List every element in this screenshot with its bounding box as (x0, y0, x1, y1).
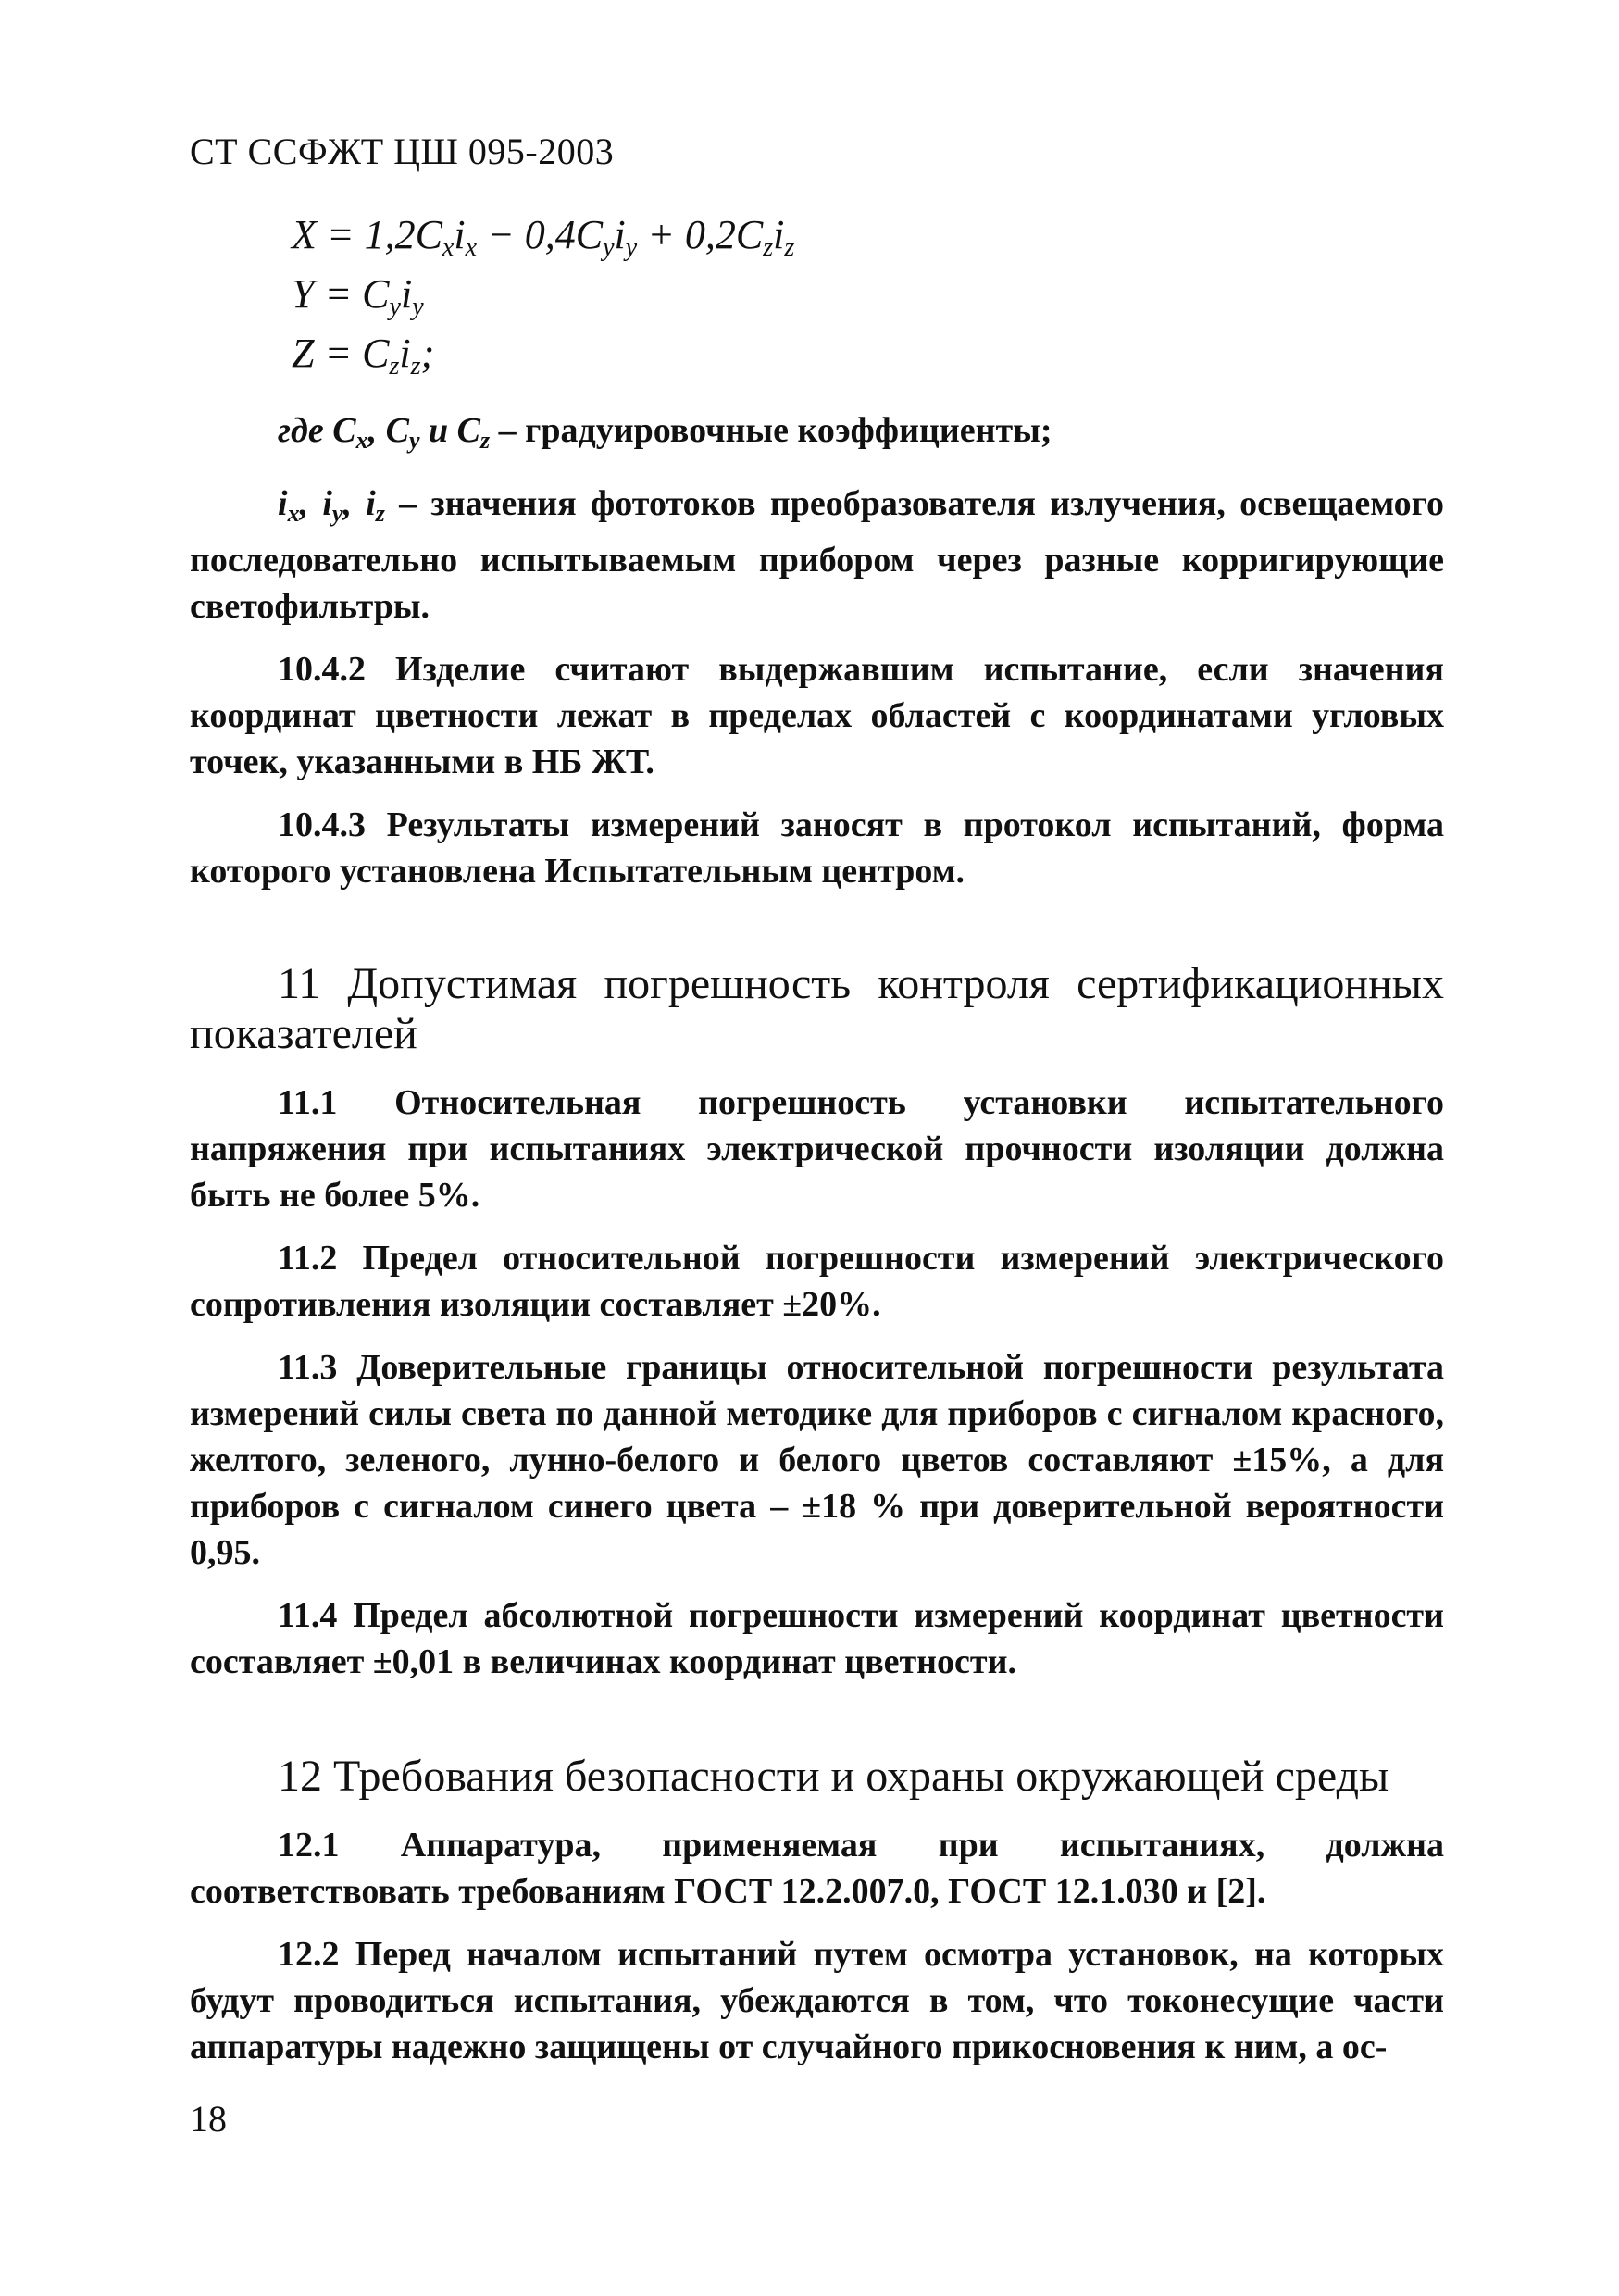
photocurrent-definition (190, 480, 1444, 630)
formula-block (292, 211, 794, 389)
formula-x-part: i (614, 212, 626, 257)
clause-11-4: 11.4 Предел абсолютной погрешности измерений координат цветности составляет ±0,01 в величинах координат цветности. (190, 1596, 1444, 1681)
formula-x (292, 211, 794, 270)
section-11-heading: 11 Допустимая погрешность контроля сертификационных показателей (190, 959, 1444, 1058)
definition-symbol: , i (342, 484, 376, 523)
formula-x-part: i (773, 212, 785, 257)
clause-11-3: 11.3 Доверительные границы относительной погрешности результата измерений силы света по данной методике для приборов с сигналом красного, желтого, зеленого, лунно-белого и белого цветов составляют ±15%, а для приборов с сигналом синего цвета – ±18 % при доверительной вероятности 0,95. (190, 1348, 1444, 1572)
definition-subscript: z (479, 427, 491, 454)
formula-z-part: Z = C (292, 331, 390, 376)
definition-subscript: y (331, 500, 343, 527)
formula-z (292, 330, 794, 389)
formula-y (292, 270, 794, 330)
definition-text: – градуировочные коэффициенты; (490, 411, 1052, 450)
coefficients-definition (190, 407, 1444, 464)
clause-10-4-3: 10.4.3 Результаты измерений заносят в протокол испытаний, форма которого установлена Испытательным центром. (190, 805, 1444, 891)
formula-x-part: X = 1,2C (292, 212, 442, 257)
definition-subscript: y (408, 427, 420, 454)
section-12-heading: 12 Требования безопасности и охраны окружающей среды (278, 1752, 1389, 1801)
formula-subscript: y (389, 293, 401, 321)
formula-subscript: z (784, 233, 795, 262)
definition-text: – значения фототоков преобразователя излучения, освещаемого последовательно испытываемым прибором через разные корригирующие светофильтры. (190, 484, 1444, 626)
formula-subscript: z (763, 233, 774, 262)
formula-subscript: y (603, 233, 615, 262)
formula-subscript: x (465, 233, 478, 262)
formula-y-part: Y = C (292, 271, 390, 317)
formula-x-part: + 0,2C (637, 212, 764, 257)
definition-subscript: x (355, 427, 368, 454)
page-number: 18 (190, 2098, 227, 2140)
document-body (190, 407, 1444, 2087)
definition-subscript: z (375, 500, 385, 527)
clause-12-2: 12.2 Перед началом испытаний путем осмотра установок, на которых будут проводиться испытания, убеждаются в том, что токонесущие части аппаратуры надежно защищены от случайного прикосновения к ним, а ос- (190, 1935, 1444, 2066)
definition-symbol: , C (367, 411, 409, 450)
clause-11-1: 11.1 Относительная погрешность установки испытательного напряжения при испытаниях электрической прочности изоляции должна быть не более 5%. (190, 1083, 1444, 1215)
formula-z-part: i (399, 331, 411, 376)
clause-11-2: 11.2 Предел относительной погрешности измерений электрического сопротивления изоляции составляет ±20%. (190, 1239, 1444, 1324)
definition-symbol: где C (278, 411, 356, 450)
clause-12-1: 12.1 Аппаратура, применяемая при испытаниях, должна соответствовать требованиям ГОСТ 12.2.007.0, ГОСТ 12.1.030 и [2]. (190, 1826, 1444, 1911)
formula-y-part: i (400, 271, 413, 317)
definition-subscript: x (287, 500, 300, 527)
definition-symbol: и C (419, 411, 480, 450)
definition-symbol: i (278, 484, 288, 523)
formula-z-part: ; (420, 331, 435, 376)
document-header: СТ ССФЖТ ЦШ 095-2003 (190, 131, 615, 172)
formula-subscript: y (625, 233, 638, 262)
formula-subscript: y (412, 293, 424, 321)
formula-subscript: z (410, 352, 421, 381)
formula-subscript: x (442, 233, 455, 262)
definition-symbol: , i (299, 484, 332, 523)
clause-10-4-2: 10.4.2 Изделие считают выдержавшим испытание, если значения координат цветности лежат в пределах областей с координатами угловых точек, указанными в НБ ЖТ. (190, 650, 1444, 781)
formula-x-part: − 0,4C (477, 212, 604, 257)
formula-x-part: i (454, 212, 466, 257)
formula-subscript: z (389, 352, 400, 381)
